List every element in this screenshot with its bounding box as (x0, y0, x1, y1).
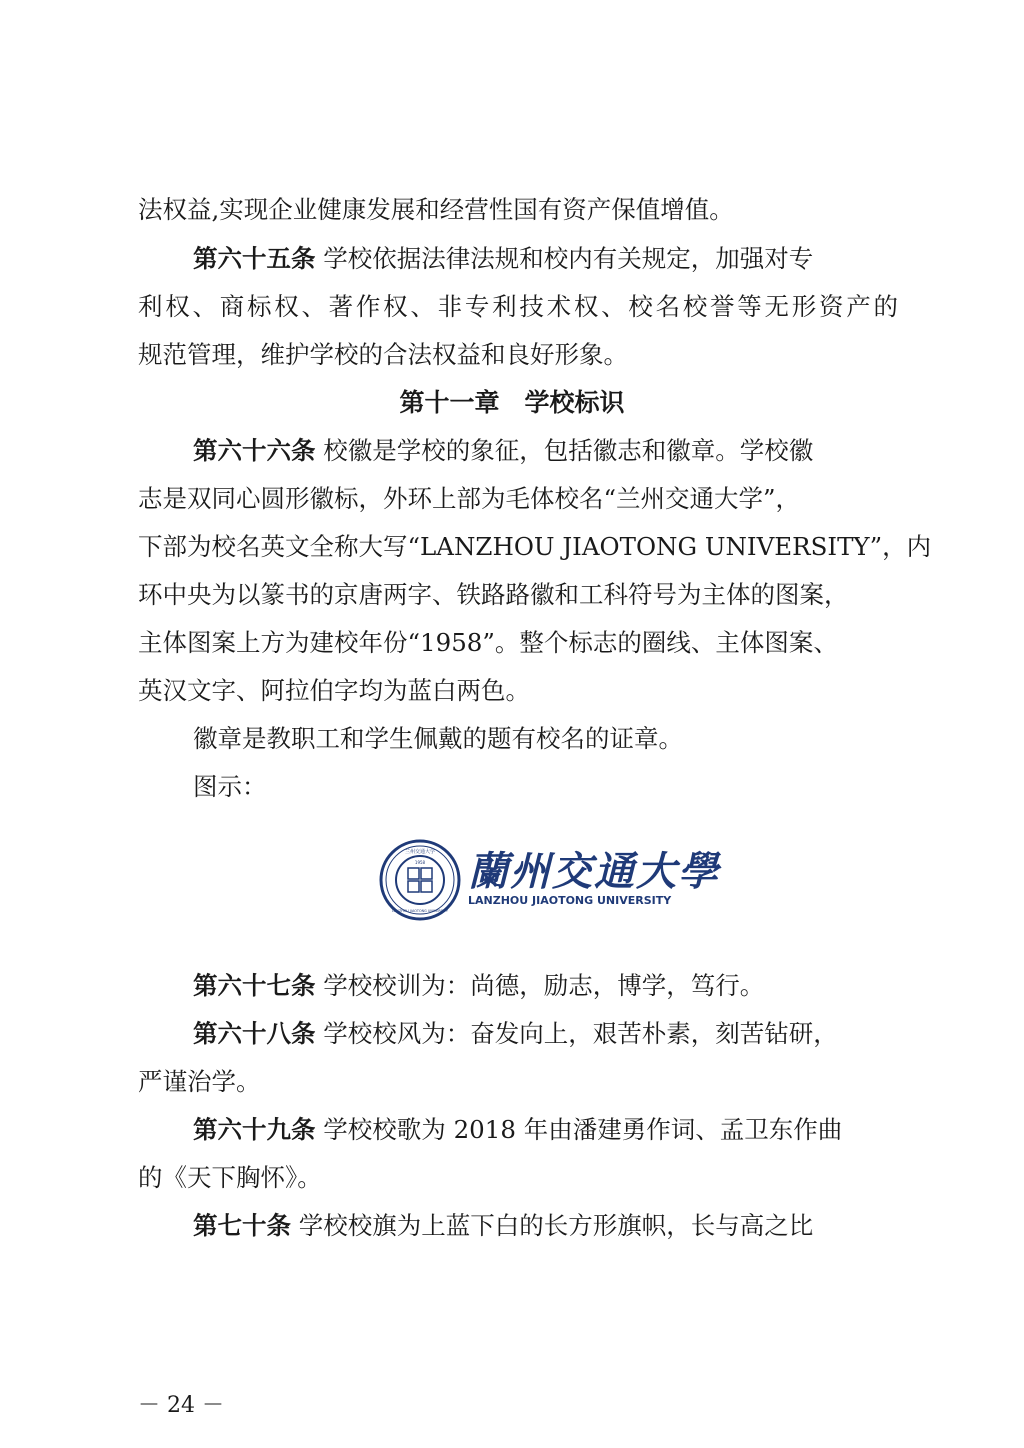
university-seal-icon (378, 838, 462, 922)
article-66-label: 第六十六条 (193, 436, 316, 465)
article-66-line-6: 英汉文字、阿拉伯字均为蓝白两色。 (138, 676, 530, 705)
article-67-line-1 (193, 968, 898, 1004)
figure-label: 图示： (193, 772, 267, 801)
badge-paragraph: 徽章是教职工和学生佩戴的题有校名的证章。 (193, 724, 683, 753)
article-68-line-2: 严谨治学。 (138, 1067, 261, 1096)
university-logo (378, 838, 720, 918)
article-69-label: 第六十九条 (193, 1115, 316, 1144)
article-66-line-1 (193, 433, 898, 469)
article-66-text: 校徽是学校的象征，包括徽志和徽章。学校徽 (323, 436, 814, 465)
seal-year-text: 1958 (414, 860, 426, 865)
article-70-label: 第七十条 (193, 1211, 291, 1240)
article-66-line-4: 环中央为以篆书的京唐两字、铁路路徽和工科符号为主体的图案， (138, 580, 849, 609)
article-66-line-5: 主体图案上方为建校年份“1958”。整个标志的圈线、主体图案、 (138, 628, 838, 657)
article-70-text: 学校校旗为上蓝下白的长方形旗帜，长与高之比 (298, 1211, 814, 1240)
article-65-line-2: 利权、商标权、著作权、非专利技术权、校名校誉等无形资产的 (138, 292, 898, 321)
article-65-label: 第六十五条 (193, 244, 316, 273)
article-65-text: 学校依据法律法规和校内有关规定，加强对专 (323, 244, 814, 273)
article-69-line-1 (193, 1112, 898, 1148)
article-65-line-1 (193, 241, 898, 277)
page-number: － 24 － (138, 1393, 224, 1418)
article-69-text: 学校校歌为 2018 年由潘建勇作词、孟卫东作曲 (323, 1115, 843, 1144)
paragraph-line: 法权益,实现企业健康发展和经营性国有资产保值增值。 (138, 195, 734, 224)
article-68-line-1 (193, 1016, 898, 1052)
article-69-line-2: 的《天下胸怀》。 (138, 1163, 322, 1192)
article-67-text: 学校校训为：尚德，励志，博学，笃行。 (323, 971, 765, 1000)
logo-chinese-name: 蘭州交通大學 (468, 848, 720, 895)
chapter-heading: 第十一章 学校标识 (399, 388, 625, 417)
article-70-line-1 (193, 1208, 898, 1244)
seal-top-text: 兰州交通大学 (404, 849, 436, 855)
article-68-label: 第六十八条 (193, 1019, 316, 1048)
seal-bottom-text: LANZHOU JIAOTONG UNIVERSITY (392, 909, 448, 913)
article-66-line-3: 下部为校名英文全称大写“LANZHOU JIAOTONG UNIVERSITY”，内 (138, 532, 932, 561)
article-66-line-2: 志是双同心圆形徽标，外环上部为毛体校名“兰州交通大学”， (138, 484, 801, 513)
logo-english-name: LANZHOU JIAOTONG UNIVERSITY (468, 894, 672, 907)
article-67-label: 第六十七条 (193, 971, 316, 1000)
article-65-line-3: 规范管理，维护学校的合法权益和良好形象。 (138, 340, 628, 369)
article-68-text: 学校校风为：奋发向上，艰苦朴素，刻苦钻研， (323, 1019, 838, 1048)
